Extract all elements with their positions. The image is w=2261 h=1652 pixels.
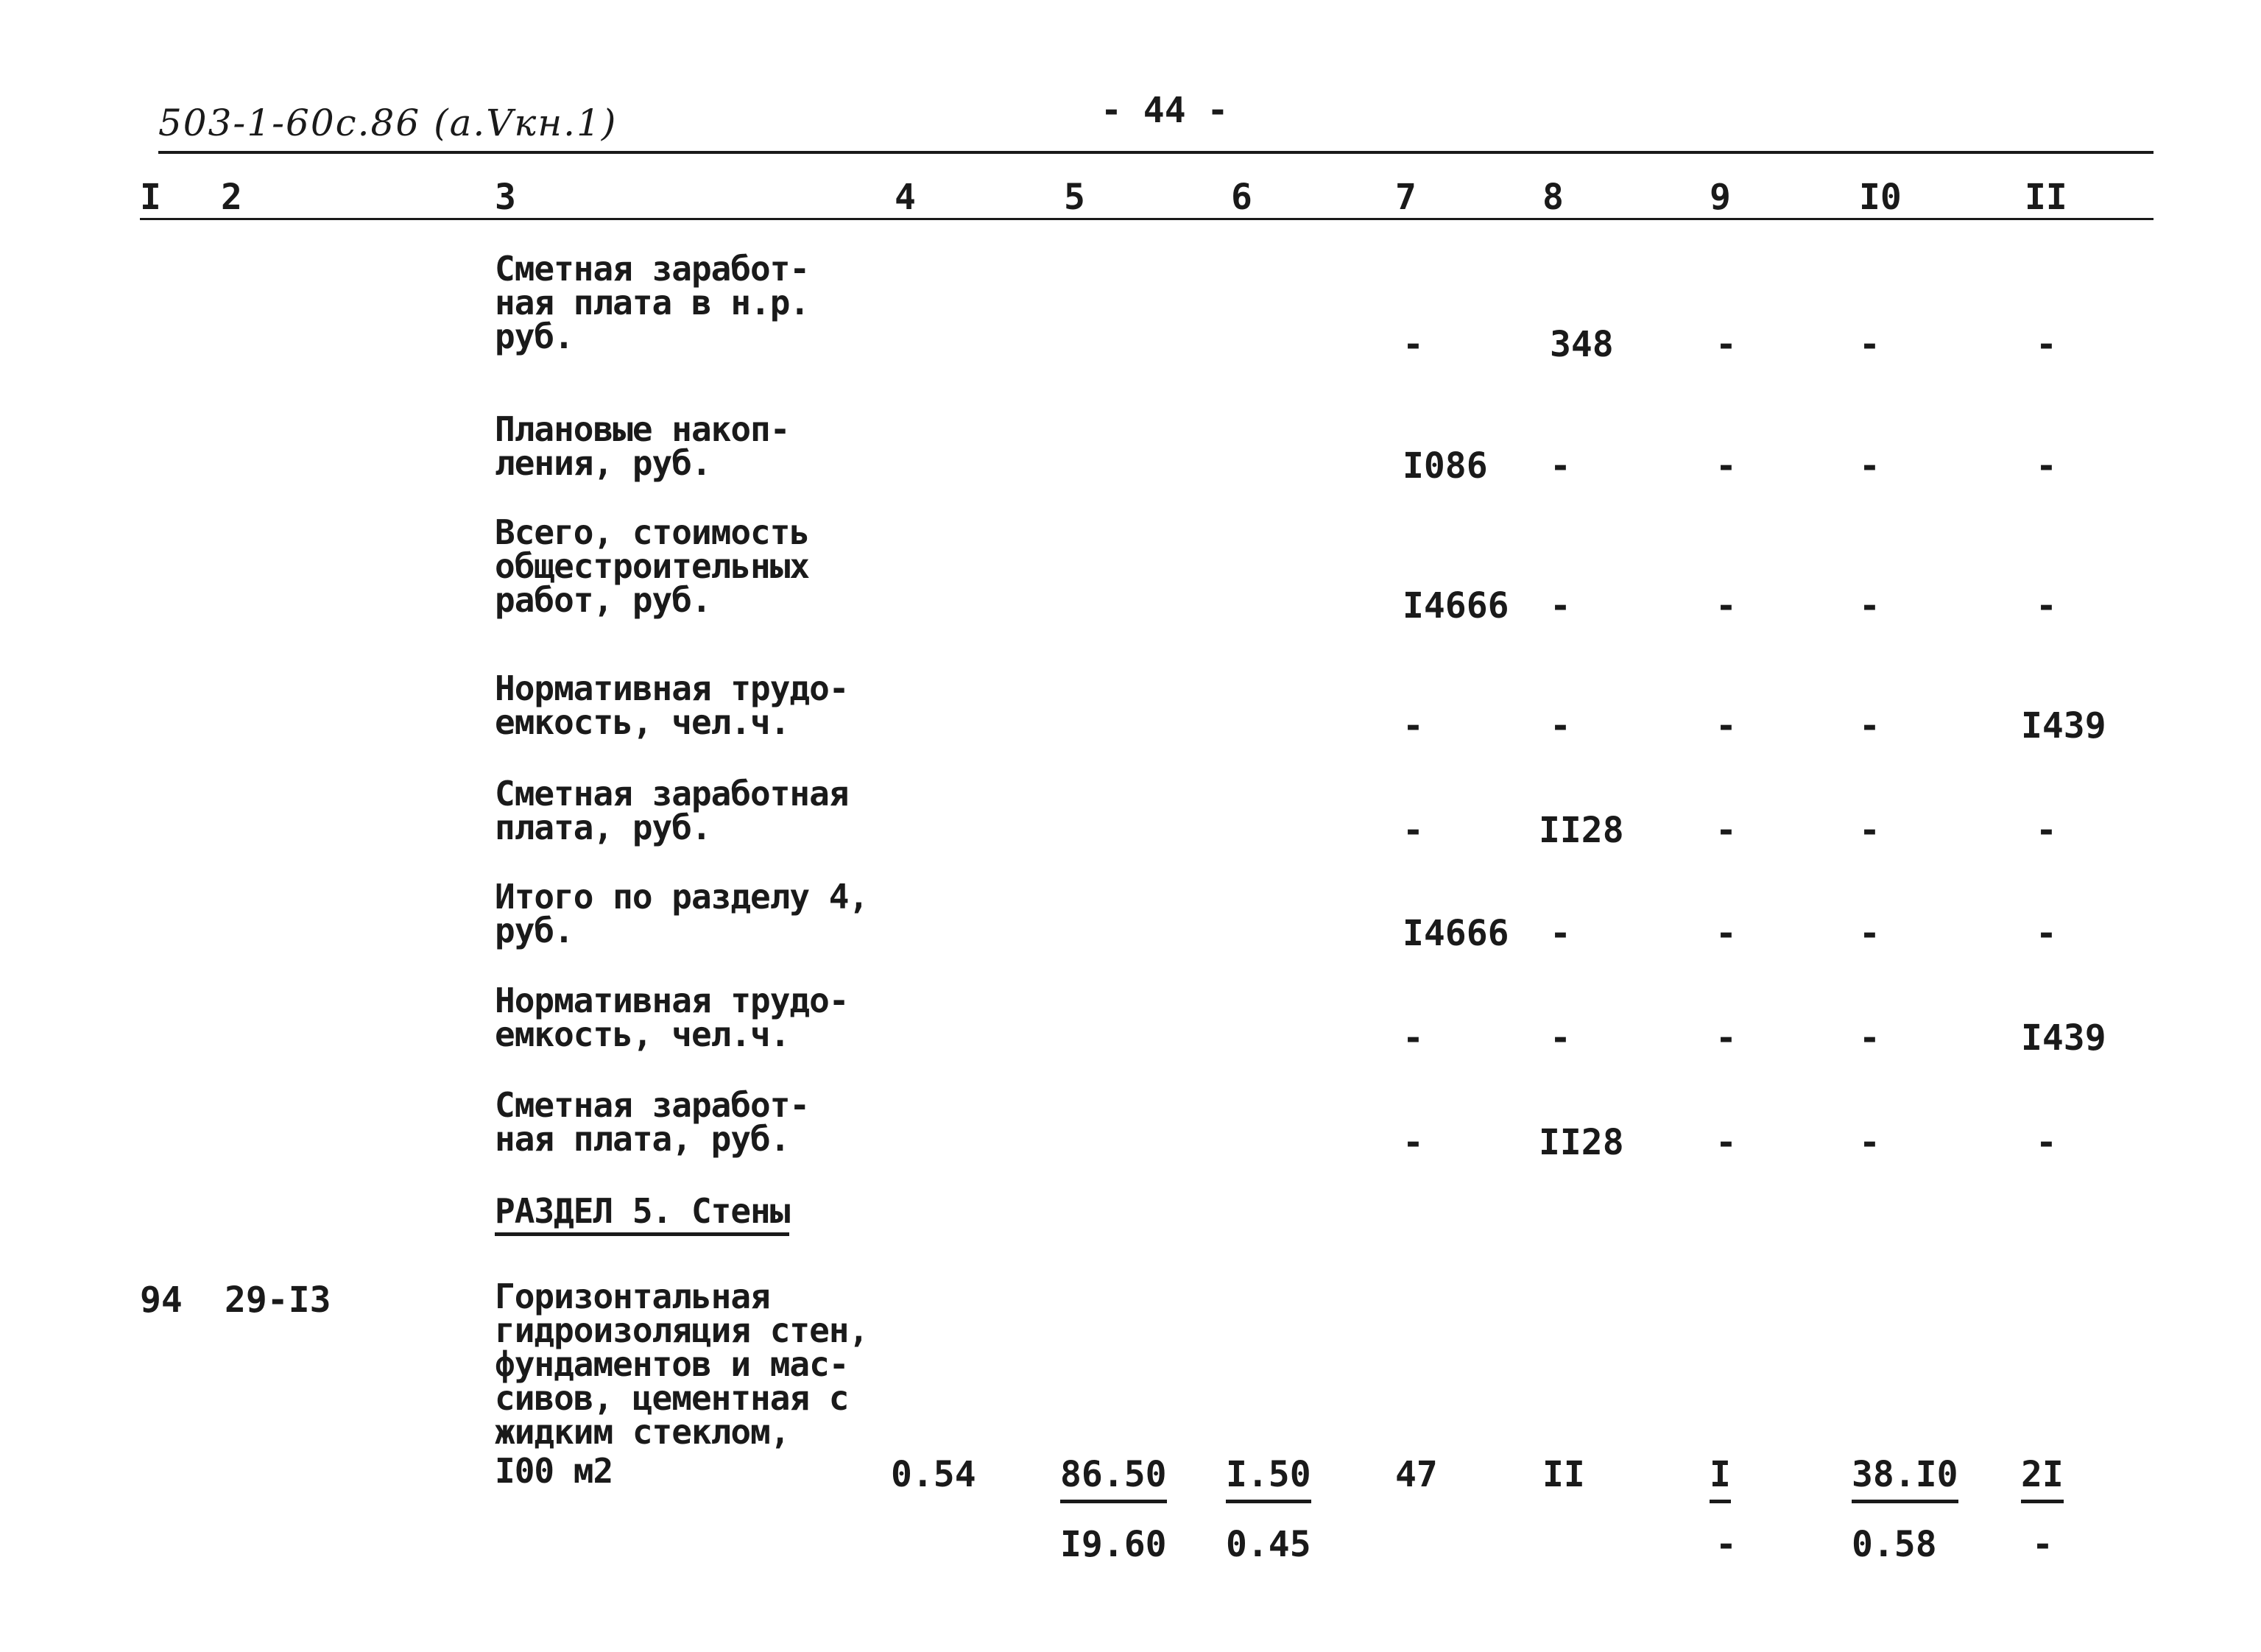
item-col-9: I [1710,1454,1731,1503]
row-1-line-2: ная плата в н.р. [495,283,810,322]
item-line-5: жидким стеклом, [495,1412,790,1452]
row-5-col-11: - [2036,810,2057,851]
row-6-col-11: - [2036,913,2057,954]
item-number: 94 [140,1279,183,1321]
col-header-10: I0 [1859,177,1902,218]
row-7-col-9: - [1715,1017,1737,1059]
col-header-11: II [2025,177,2067,218]
row-8-line-2: ная плата, руб. [495,1119,790,1159]
item-col-8: II [1542,1454,1585,1495]
row-8-col-10: - [1859,1122,1880,1163]
row-8-col-8: II28 [1539,1122,1624,1163]
col-header-9: 9 [1710,177,1731,218]
row-7-col-11: I439 [2021,1017,2106,1059]
row-5-col-7: - [1403,810,1424,851]
row-6-col-9: - [1715,913,1737,954]
row-4-col-7: - [1403,705,1424,746]
row-4-col-10: - [1859,705,1880,746]
row-5-col-8: II28 [1539,810,1624,851]
item-col-5: 86.50 [1060,1454,1167,1503]
row-2-line-2: ления, руб. [495,443,711,483]
col-header-7: 7 [1395,177,1417,218]
row-1-col-10: - [1859,324,1880,365]
row-3-line-2: общестроительных [495,546,810,586]
item-code: 29-I3 [225,1279,331,1321]
row-2-col-8: - [1550,445,1571,487]
item-line-2: гидроизоляция стен, [495,1310,869,1350]
item-col-4: 0.54 [891,1454,976,1495]
row-7-col-8: - [1550,1017,1571,1059]
row-3-col-8: - [1550,585,1571,626]
row-5-line-2: плата, руб. [495,808,711,847]
row-3-col-10: - [1859,585,1880,626]
row-2-col-10: - [1859,445,1880,487]
item-col-11: 2I [2021,1454,2064,1503]
row-6-col-10: - [1859,913,1880,954]
item-col-6-second: 0.45 [1226,1524,1311,1565]
row-2-col-9: - [1715,445,1737,487]
row-3-col-9: - [1715,585,1737,626]
item-line-1: Горизонтальная [495,1277,770,1316]
row-5-col-9: - [1715,810,1737,851]
item-col-5-second: I9.60 [1060,1524,1167,1565]
item-line-4: сивов, цементная с [495,1378,849,1418]
row-1-line-1: Сметная заработ- [495,249,810,289]
row-1-col-8: 348 [1550,324,1614,365]
row-1-col-9: - [1715,324,1737,365]
row-4-line-1: Нормативная трудо- [495,668,849,708]
item-col-6: I.50 [1226,1454,1311,1503]
item-col-10: 38.I0 [1852,1454,1958,1503]
col-header-2: 2 [221,177,242,218]
row-4-col-9: - [1715,705,1737,746]
row-3-line-3: работ, руб. [495,580,711,620]
row-8-line-1: Сметная заработ- [495,1085,810,1125]
page-number: - 44 - [1101,90,1229,131]
row-6-line-1: Итого по разделу 4, [495,877,869,917]
row-8-col-11: - [2036,1122,2057,1163]
row-3-col-7: I4666 [1403,585,1509,626]
row-8-col-9: - [1715,1122,1737,1163]
col-header-6: 6 [1231,177,1252,218]
item-col-10-second: 0.58 [1852,1524,1937,1565]
row-2-col-11: - [2036,445,2057,487]
row-6-col-7: I4666 [1403,913,1509,954]
col-header-8: 8 [1542,177,1564,218]
row-5-col-10: - [1859,810,1880,851]
row-2-line-1: Плановые накоп- [495,409,790,449]
item-line-6: I00 м2 [495,1451,613,1491]
row-7-line-2: емкость, чел.ч. [495,1014,790,1054]
item-line-3: фундаментов и мас- [495,1344,849,1384]
column-header-rule [140,218,2154,220]
row-3-col-11: - [2036,585,2057,626]
row-6-col-8: - [1550,913,1571,954]
document-code: 503-1-60c.86 (a.Vкн.1) [158,102,618,144]
row-1-line-3: руб. [495,317,574,356]
row-4-col-8: - [1550,705,1571,746]
row-4-line-2: емкость, чел.ч. [495,702,790,742]
row-2-col-7: I086 [1403,445,1488,487]
header-rule [158,151,2154,154]
col-header-4: 4 [895,177,916,218]
row-1-col-11: - [2036,324,2057,365]
row-7-col-7: - [1403,1017,1424,1059]
item-col-7: 47 [1395,1454,1438,1495]
row-7-col-10: - [1859,1017,1880,1059]
col-header-1: I [140,177,161,218]
section-title: РАЗДЕЛ 5. Стены [495,1194,789,1236]
row-7-line-1: Нормативная трудо- [495,981,849,1020]
row-8-col-7: - [1403,1122,1424,1163]
item-col-9-second: - [1715,1524,1737,1565]
row-4-col-11: I439 [2021,705,2106,746]
row-6-line-2: руб. [495,911,574,950]
col-header-5: 5 [1064,177,1085,218]
col-header-3: 3 [495,177,516,218]
row-5-line-1: Сметная заработная [495,774,849,813]
item-col-11-second: - [2032,1524,2053,1565]
row-1-col-7: - [1403,324,1424,365]
row-3-line-1: Всего, стоимость [495,512,810,552]
